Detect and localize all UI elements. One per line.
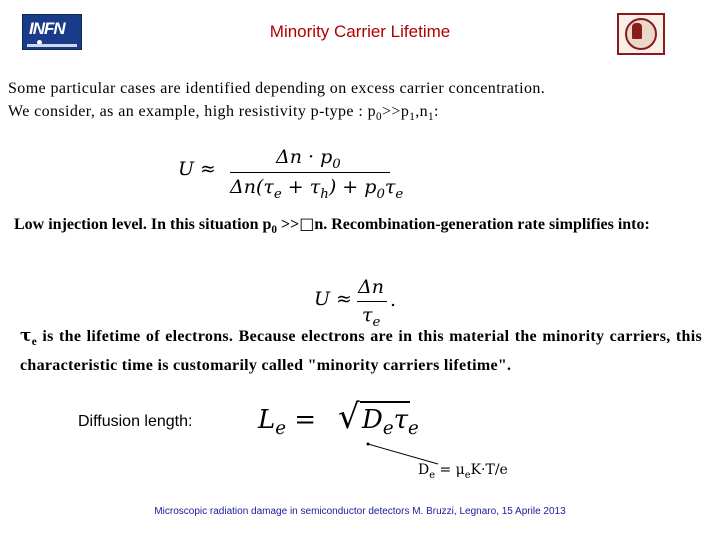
recombination-equation (178, 140, 404, 206)
eq2-lhs: U ≈ (314, 288, 352, 310)
para2-prefix: Low injection level. In this situation p (14, 216, 272, 233)
logo-underline (27, 44, 77, 47)
sub-p0: 0 (375, 111, 382, 124)
intro-line-2 (8, 100, 713, 129)
lifetime-text: is the lifetime of electrons. Because electrons are in this material the minority carriers, this characteristic time is customarily called "minority carriers lifetime". (20, 328, 702, 375)
eq3-radicand: $D_e\tau_e$ (362, 405, 419, 440)
diffusion-coefficient-formula: $D_e = \mu_eK\cdot T/e$ (418, 462, 508, 481)
intro-line-1: Some particular cases are identified depending on excess carrier concentration. (8, 80, 546, 97)
intro-paragraph (8, 77, 713, 129)
eq2-denominator: $\tau_e$ (362, 304, 381, 330)
tau-sub-e: e (31, 336, 38, 349)
eq1-lhs: U ≈ (178, 158, 216, 180)
eq2-trailing-dot: . (390, 289, 397, 311)
eq2-numerator: Δn (358, 276, 384, 298)
infn-logo-mark: INFN (29, 19, 65, 38)
para2-rest: n. Recombination-generation rate simplifies into: (314, 216, 650, 233)
eq1-denominator: $\Delta n(\tau_e + \tau_h) + p_0\tau_e$ (230, 176, 404, 202)
diffusion-length-label: Diffusion length: (78, 413, 193, 430)
sub-n1: 1 (428, 111, 435, 124)
para2-mid: >> (276, 216, 300, 233)
low-injection-paragraph (14, 212, 700, 242)
slide-footer: Microscopic radiation damage in semiconductor detectors M. Bruzzi, Legnaro, 15 Aprile 2013 (154, 506, 566, 517)
intro-line-2-mid2: ,n (415, 103, 429, 120)
intro-line-2-prefix: We consider, as an example, high resistivity p-type : p (8, 103, 376, 120)
sub-p1: 1 (409, 111, 416, 124)
eq3-lhs: $L_e$ = (258, 405, 317, 440)
square-root-icon: √ (338, 397, 360, 437)
para2-sub-p0: 0 (271, 224, 277, 237)
intro-line-2-mid: >>p (381, 103, 410, 120)
tau-symbol: τ (20, 326, 32, 346)
lifetime-paragraph (20, 325, 702, 377)
eq1-numerator: $\Delta n \cdot p_0$ (276, 146, 341, 172)
radical-overline (360, 401, 410, 403)
eq2-fraction-bar (357, 301, 387, 302)
eq1-fraction-bar (230, 172, 390, 173)
simplified-rate-equation (314, 275, 404, 331)
missing-glyph-box-icon: □ (299, 214, 315, 233)
intro-line-2-end: : (434, 103, 439, 120)
slide-title: Minority Carrier Lifetime (269, 22, 451, 41)
